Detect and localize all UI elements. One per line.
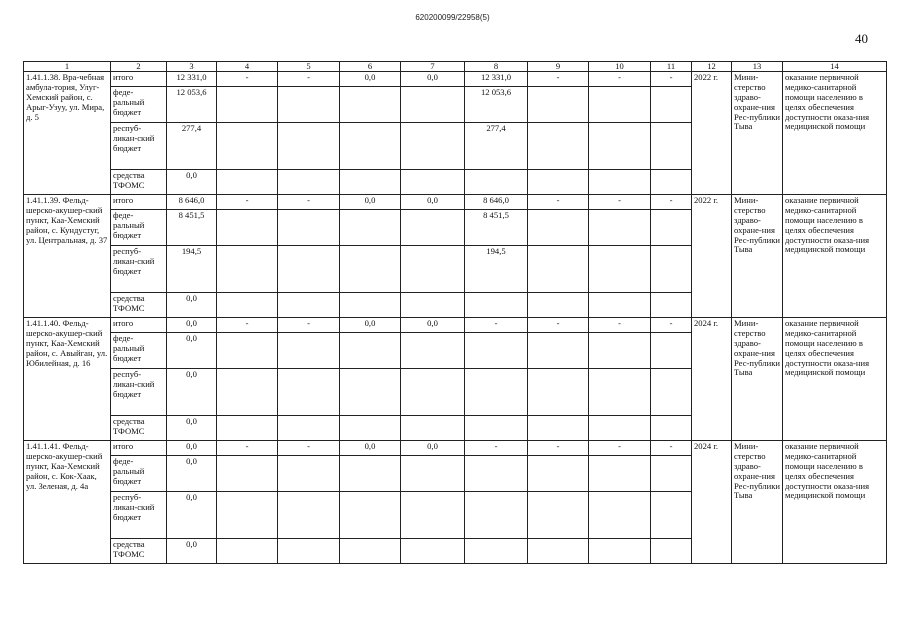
amount-col6: 0,0 — [340, 195, 401, 210]
dash-cell: - — [651, 72, 692, 87]
amount-total: 0,0 — [167, 441, 217, 456]
amount-col8: 8 646,0 — [465, 195, 528, 210]
amount-col8: - — [465, 441, 528, 456]
purpose: оказание первичной медико-санитарной помощи населению в целях обеспечения доступности оказа-ния медицинской помощи — [783, 72, 887, 195]
ministry: Мини-стерство здраво-охране-ния Рес-публики Тыва — [732, 195, 783, 318]
ministry: Мини-стерство здраво-охране-ния Рес-публики Тыва — [732, 441, 783, 564]
amount-col8: - — [465, 318, 528, 333]
funding-source-label: респуб-ликан-ский бюджет — [111, 492, 167, 539]
ministry: Мини-стерство здраво-охране-ния Рес-публики Тыва — [732, 72, 783, 195]
amount-col8 — [465, 369, 528, 416]
object-name: 1.41.1.38. Вра-чебная амбула-тория, Улуг-Хемский район, с. Арыг-Узуу, ул. Мира, д. 5 — [24, 72, 111, 195]
column-number: 5 — [278, 62, 340, 72]
dash-cell: - — [528, 72, 589, 87]
amount-total: 0,0 — [167, 293, 217, 318]
dash-cell: - — [278, 72, 340, 87]
dash-cell: - — [217, 72, 278, 87]
dash-cell: - — [278, 318, 340, 333]
amount-col8: 12 331,0 — [465, 72, 528, 87]
funding-source-label: респуб-ликан-ский бюджет — [111, 369, 167, 416]
amount-col7: 0,0 — [401, 441, 465, 456]
column-number: 4 — [217, 62, 278, 72]
object-name: 1.41.1.40. Фельд-шерско-акушер-ский пункт, Каа-Хемский район, с. Авыйган, ул. Юбилейная, д. 16 — [24, 318, 111, 441]
amount-col8: 194,5 — [465, 246, 528, 293]
funding-source-label: итого — [111, 441, 167, 456]
amount-total: 8 451,5 — [167, 210, 217, 246]
dash-cell: - — [217, 195, 278, 210]
column-number-row — [24, 62, 887, 72]
amount-total: 0,0 — [167, 416, 217, 441]
amount-total: 0,0 — [167, 492, 217, 539]
table-row-total — [24, 318, 887, 333]
table-row-total — [24, 441, 887, 456]
amount-total: 277,4 — [167, 123, 217, 170]
amount-col8: 12 053,6 — [465, 87, 528, 123]
amount-col8 — [465, 492, 528, 539]
funding-source-label: феде-ральный бюджет — [111, 87, 167, 123]
amount-col8: 8 451,5 — [465, 210, 528, 246]
table-row-total — [24, 195, 887, 210]
amount-total: 0,0 — [167, 170, 217, 195]
column-number: 7 — [401, 62, 465, 72]
dash-cell: - — [278, 441, 340, 456]
dash-cell: - — [217, 318, 278, 333]
column-number: 8 — [465, 62, 528, 72]
year: 2022 г. — [692, 72, 732, 195]
amount-col8 — [465, 456, 528, 492]
amount-total: 0,0 — [167, 539, 217, 564]
dash-cell: - — [589, 72, 651, 87]
table-row-total — [24, 72, 887, 87]
purpose: оказание первичной медико-санитарной помощи населению в целях обеспечения доступности оказа-ния медицинской помощи — [783, 195, 887, 318]
page-number: 40 — [855, 31, 868, 46]
dash-cell: - — [651, 195, 692, 210]
amount-total: 12 053,6 — [167, 87, 217, 123]
dash-cell: - — [589, 318, 651, 333]
amount-total: 0,0 — [167, 333, 217, 369]
funding-source-label: средства ТФОМС — [111, 170, 167, 195]
column-number: 2 — [111, 62, 167, 72]
year: 2024 г. — [692, 441, 732, 564]
ministry: Мини-стерство здраво-охране-ния Рес-публики Тыва — [732, 318, 783, 441]
column-number: 14 — [783, 62, 887, 72]
amount-col6: 0,0 — [340, 441, 401, 456]
dash-cell: - — [528, 441, 589, 456]
amount-total: 8 646,0 — [167, 195, 217, 210]
dash-cell: - — [589, 441, 651, 456]
amount-total: 0,0 — [167, 369, 217, 416]
funding-source-label: итого — [111, 72, 167, 87]
column-number: 11 — [651, 62, 692, 72]
dash-cell: - — [651, 318, 692, 333]
column-number: 13 — [732, 62, 783, 72]
funding-source-label: респуб-ликан-ский бюджет — [111, 246, 167, 293]
column-number: 10 — [589, 62, 651, 72]
object-name: 1.41.1.41. Фельд-шерско-акушер-ский пункт, Каа-Хемский район, с. Кок-Хаак, ул. Зеленая, д. 4а — [24, 441, 111, 564]
amount-col7: 0,0 — [401, 318, 465, 333]
year: 2024 г. — [692, 318, 732, 441]
column-number: 1 — [24, 62, 111, 72]
amount-total: 0,0 — [167, 456, 217, 492]
amount-col6: 0,0 — [340, 318, 401, 333]
column-number: 3 — [167, 62, 217, 72]
amount-col8: 277,4 — [465, 123, 528, 170]
year: 2022 г. — [692, 195, 732, 318]
amount-col7: 0,0 — [401, 72, 465, 87]
funding-source-label: феде-ральный бюджет — [111, 333, 167, 369]
amount-col6: 0,0 — [340, 72, 401, 87]
dash-cell: - — [278, 195, 340, 210]
dash-cell: - — [589, 195, 651, 210]
dash-cell: - — [651, 441, 692, 456]
amount-total: 12 331,0 — [167, 72, 217, 87]
amount-col7: 0,0 — [401, 195, 465, 210]
object-name: 1.41.1.39. Фельд-шерско-акушер-ский пункт, Каа-Хемский район, с. Кундустуг, ул. Центральная, д. 37 — [24, 195, 111, 318]
funding-source-label: феде-ральный бюджет — [111, 456, 167, 492]
funding-source-label: итого — [111, 318, 167, 333]
financing-table — [23, 61, 887, 564]
column-number: 6 — [340, 62, 401, 72]
funding-source-label: средства ТФОМС — [111, 416, 167, 441]
column-number: 9 — [528, 62, 589, 72]
amount-total: 194,5 — [167, 246, 217, 293]
funding-source-label: средства ТФОМС — [111, 539, 167, 564]
amount-col8 — [465, 333, 528, 369]
funding-source-label: итого — [111, 195, 167, 210]
dash-cell: - — [528, 318, 589, 333]
dash-cell: - — [528, 195, 589, 210]
dash-cell: - — [217, 441, 278, 456]
purpose: оказание первичной медико-санитарной помощи населению в целях обеспечения доступности оказа-ния медицинской помощи — [783, 441, 887, 564]
amount-total: 0,0 — [167, 318, 217, 333]
funding-source-label: респуб-ликан-ский бюджет — [111, 123, 167, 170]
column-number: 12 — [692, 62, 732, 72]
document-id: 620200099/22958(5) — [415, 13, 490, 22]
purpose: оказание первичной медико-санитарной помощи населению в целях обеспечения доступности оказа-ния медицинской помощи — [783, 318, 887, 441]
table-body — [24, 72, 887, 564]
funding-source-label: феде-ральный бюджет — [111, 210, 167, 246]
funding-source-label: средства ТФОМС — [111, 293, 167, 318]
